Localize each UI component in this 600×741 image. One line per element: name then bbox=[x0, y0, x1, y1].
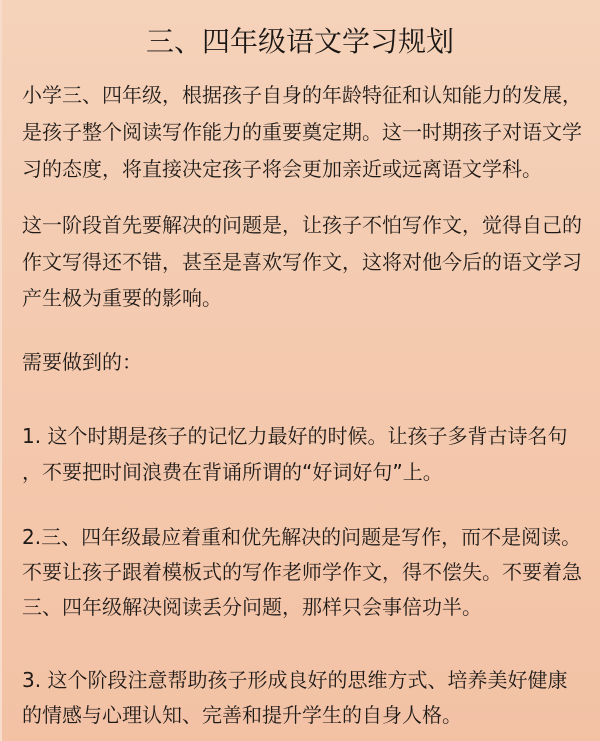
text-line: 需要做到的： bbox=[22, 350, 142, 374]
page-title: 三、四年级语文学习规划 bbox=[145, 25, 454, 58]
text-line: 不要让孩子跟着模板式的写作老师学作文，得不偿失。不要着急 bbox=[22, 560, 582, 584]
text-line: 的情感与心理认知、完善和提升学生的自身人格。 bbox=[22, 703, 462, 727]
text-line: 三、四年级解决阅读丢分问题，那样只会事倍功半。 bbox=[22, 595, 482, 619]
text-line: 习的态度，将直接决定孩子将会更加亲近或远离语文学科。 bbox=[22, 157, 542, 181]
text-line: ，不要把时间浪费在背诵所谓的“好词好句”上。 bbox=[22, 460, 443, 484]
text-line: 产生极为重要的影响。 bbox=[22, 286, 222, 310]
text-line: 作文写得还不错，甚至是喜欢写作文，这将对他今后的语文学习 bbox=[22, 250, 582, 274]
left-edge-border bbox=[0, 0, 2, 741]
text-line: 是孩子整个阅读写作能力的重要奠定期。这一时期孩子对语文学 bbox=[22, 120, 582, 144]
text-line: 这一阶段首先要解决的问题是，让孩子不怕写作文，觉得自己的 bbox=[22, 213, 582, 237]
text-line: 2.三、四年级最应着重和优先解决的问题是写作，而不是阅读。 bbox=[22, 525, 582, 549]
text-line: 小学三、四年级，根据孩子自身的年龄特征和认知能力的发展， bbox=[22, 83, 582, 107]
text-line: 1. 这个时期是孩子的记忆力最好的时候。让孩子多背古诗名句 bbox=[22, 424, 568, 448]
text-line: 3. 这个阶段注意帮助孩子形成良好的思维方式、培养美好健康 bbox=[22, 668, 568, 692]
